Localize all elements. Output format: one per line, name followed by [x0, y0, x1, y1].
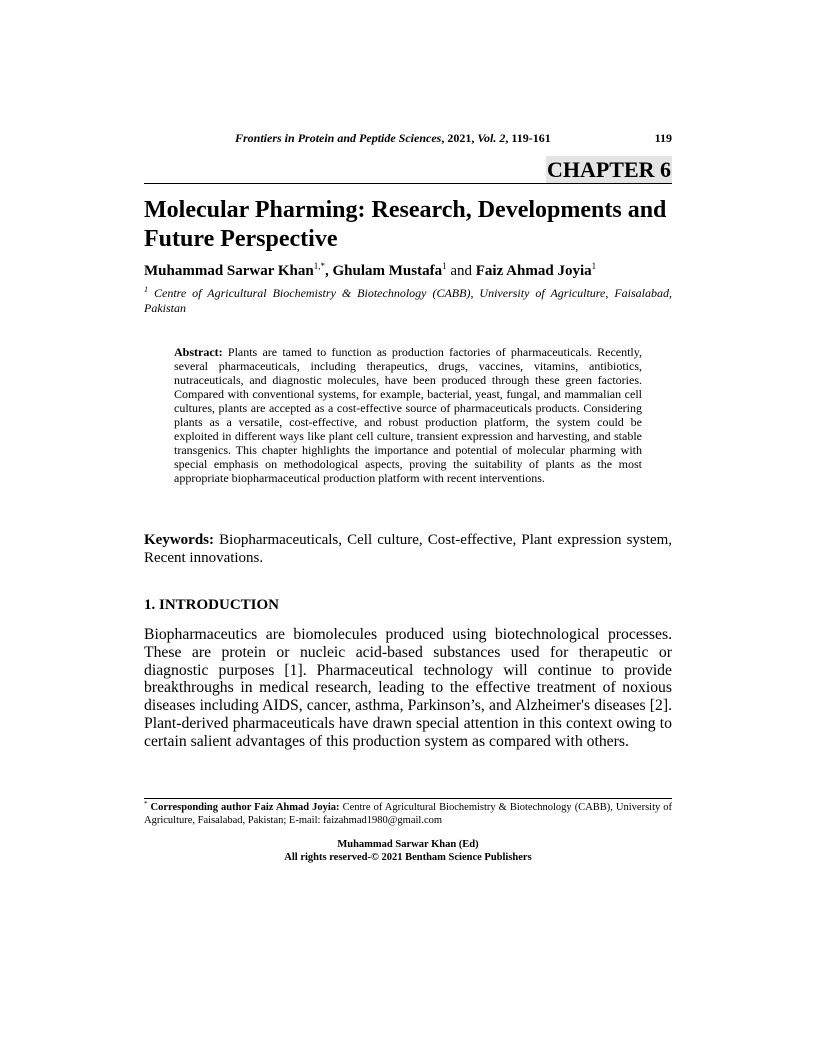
footnote [144, 801, 672, 827]
abstract-label: Abstract: [174, 345, 223, 359]
article-title: Molecular Pharming: Research, Developments and Future Perspective [144, 197, 667, 252]
abstract-text: Plants are tamed to function as production factories of pharmaceuticals. Recently, several pharmaceuticals, including therapeutics, drugs, vaccines, vitamins, antibiotics, nutraceuticals, and diagnostic molecules, have been produced through these green factories. Compared with conventional systems, for example, bacterial, yeast, fungal, and mammalian cell cultures, plants are accepted as a cost-effective source of pharmaceuticals products. Considering plants as a versatile, cost-effective, and robust production platform, the system could be exploited in different ways like plant cell culture, transient expression and harvesting, and stable transgenics. This chapter highlights the importance and potential of molecular pharming with special emphasis on methodological aspects, proving the suitability of plants as the most appropriate biopharmaceutical production platform with recent interventions. [174, 345, 642, 485]
author-name: Muhammad Sarwar Khan [144, 263, 314, 279]
journal-volume: Vol. 2 [477, 131, 506, 145]
affiliation-mark: 1 [144, 285, 148, 294]
author-list [144, 262, 596, 280]
footnote-label: Corresponding author Faiz Ahmad Joyia: [150, 802, 340, 813]
chapter-divider [144, 183, 672, 184]
chapter-label: CHAPTER 6 [546, 157, 671, 182]
author-separator: , [325, 263, 333, 279]
journal-year: 2021, [447, 131, 475, 145]
editor-line: Muhammad Sarwar Khan (Ed) [337, 839, 479, 850]
affiliation [144, 286, 672, 316]
author-affiliation-mark: 1 [591, 261, 597, 271]
introduction-paragraph: Biopharmaceutics are biomolecules produced using biotechnological processes. These are protein or nucleic acid-based substances used for therapeutic or diagnostic purposes [1]. Pharmaceutical technology will continue to provide breakthroughs in medical research, leading to the effective treatment of noxious diseases including AIDS, cancer, asthma, Parkinson’s, and Alzheimer's diseases [2]. Plant-derived pharmaceuticals have drawn special attention in this context owing to certain salient advantages of this production system as compared with others. [144, 626, 672, 750]
publisher-footer [144, 838, 672, 864]
page-number: 119 [654, 131, 672, 145]
footnote-divider [144, 798, 672, 799]
keywords [144, 531, 672, 567]
author-affiliation-mark: 1 [442, 261, 447, 271]
abstract [174, 345, 642, 485]
page [144, 0, 672, 1056]
footnote-mark: * [144, 800, 148, 808]
keywords-label: Keywords: [144, 532, 214, 548]
author-name: Faiz Ahmad Joyia [475, 263, 592, 279]
journal-name: Frontiers in Protein and Peptide Sciences [235, 131, 442, 145]
section-heading: 1. INTRODUCTION [144, 597, 280, 613]
author-name: Ghulam Mustafa [332, 263, 443, 279]
journal-citation: Frontiers in Protein and Peptide Sciences, 2021, Vol. 2, 119-161 [235, 131, 551, 145]
author-affiliation-mark: 1,* [313, 261, 325, 271]
footnote-text: Centre of Agricultural Biochemistry & Biotechnology (CABB), University of Agriculture, Faisalabad, Pakistan; E-mail: faizahmad1980@gmail.com [144, 802, 673, 826]
affiliation-text: Centre of Agricultural Biochemistry & Biotechnology (CABB), University of Agriculture, Faisalabad, Pakistan [144, 286, 673, 315]
journal-pages: 119-161 [511, 131, 551, 145]
rights-line: All rights reserved-© 2021 Bentham Science Publishers [284, 852, 532, 863]
author-conjunction: and [446, 263, 476, 279]
keywords-text: Biopharmaceuticals, Cell culture, Cost-effective, Plant expression system, Recent innovations. [144, 532, 673, 566]
